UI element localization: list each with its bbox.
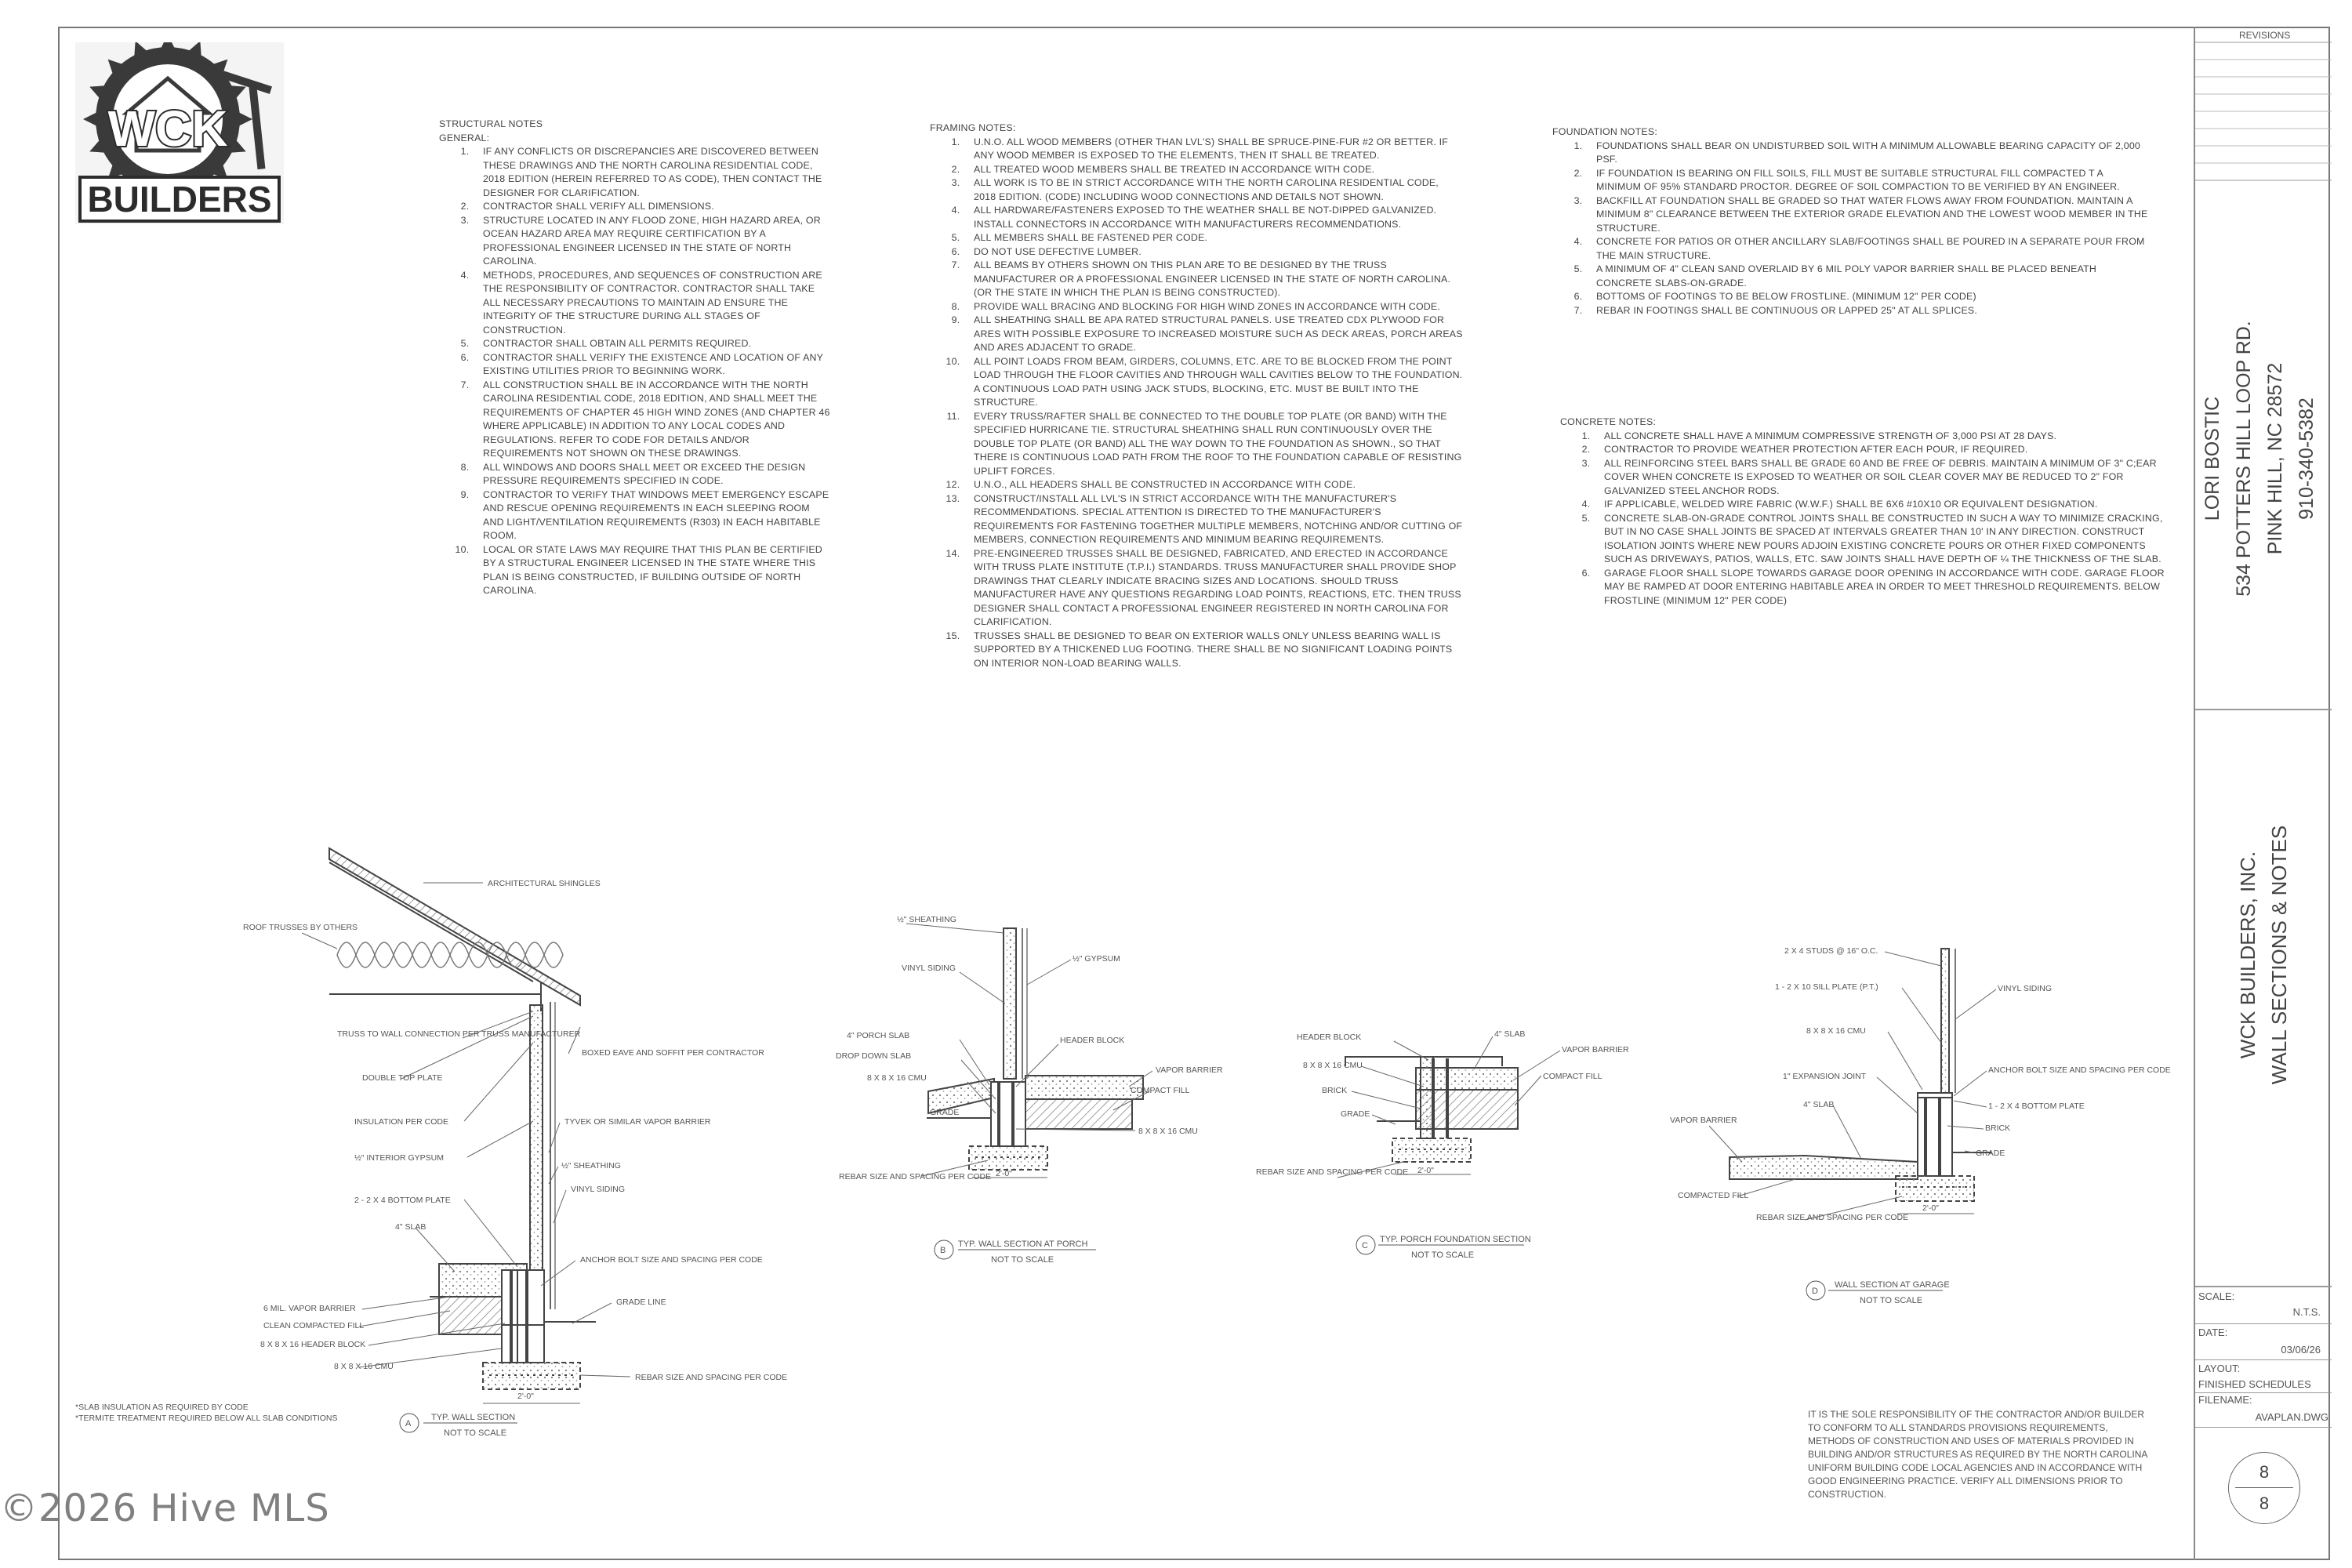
- framing-notes-title: FRAMING NOTES:: [930, 122, 1016, 133]
- label-d-rebar: REBAR SIZE AND SPACING PER CODE: [1756, 1213, 1909, 1222]
- concrete-note: 2. CONTRACTOR TO PROVIDE WEATHER PROTECTION AFTER EACH POUR, IF REQUIRED.: [1593, 443, 2172, 457]
- label-b-vapor-barrier: VAPOR BARRIER: [1156, 1065, 1223, 1075]
- label-b-cmu-left: 8 X 8 X 16 CMU: [867, 1073, 927, 1083]
- section-b: [927, 928, 1143, 1178]
- sheet-number-circle: [2228, 1452, 2300, 1524]
- framing-note: 8. PROVIDE WALL BRACING AND BLOCKING FOR HIGH WIND ZONES IN ACCORDANCE WITH CODE.: [963, 300, 1463, 314]
- structural-note: 4. METHODS, PROCEDURES, AND SEQUENCES OF CONSTRUCTION ARE THE RESPONSIBILITY OF CONTRACTOR. CONTRACTOR SHALL TAKE ALL NECESSARY PRECAUTIONS TO MAINTAIN AD ENSURE THE INTEGRITY OF THE STRUCTURE DURING ALL STAGES OF CONSTRUCTION.: [472, 269, 831, 338]
- label-d-compacted-fill: COMPACTED FILL: [1678, 1191, 1749, 1200]
- label-tyvek: TYVEK OR SIMILAR VAPOR BARRIER: [564, 1117, 711, 1127]
- title-divider-2: [2195, 1286, 2332, 1287]
- label-b-cmu-right: 8 X 8 X 16 CMU: [1138, 1127, 1198, 1136]
- label-rebar: REBAR SIZE AND SPACING PER CODE: [635, 1373, 788, 1382]
- framing-note: 7. ALL BEAMS BY OTHERS SHOWN ON THIS PLAN ARE TO BE DESIGNED BY THE TRUSS MANUFACTURER OR A PROFESSIONAL ENGINEER LICENSED IN THE STATE OF NORTH CAROLINA. (OR THE STATE IN WHICH THE PLAN IS BEING CONSTRUCTED).: [963, 259, 1463, 300]
- framing-note: 15. TRUSSES SHALL BE DESIGNED TO BEAR ON EXTERIOR WALLS ONLY UNLESS BEARING WALL IS SUPPORTED BY A THICKENED LUG FOOTING. THERE SHALL BE NO SIGNIFICANT LOADING POINTS ON INTERIOR NON-LOAD BEARING WALLS.: [963, 630, 1463, 671]
- scale-label: SCALE:: [2198, 1290, 2235, 1302]
- foundation-note: 4. CONCRETE FOR PATIOS OR OTHER ANCILLARY SLAB/FOOTINGS SHALL BE POURED IN A SEPARATE POUR FROM THE MAIN STRUCTURE.: [1585, 235, 2148, 263]
- framing-note: 4. ALL HARDWARE/FASTENERS EXPOSED TO THE WEATHER SHALL BE NOT-DIPPED GALVANIZED. INSTALL CONNECTORS IN ACCORDANCE WITH MANUFACTURERS RECOMMENDATIONS.: [963, 204, 1463, 231]
- label-d-bottom-plate: 1 - 2 X 4 BOTTOM PLATE: [1988, 1102, 2085, 1111]
- label-vinyl-siding: VINYL SIDING: [571, 1185, 626, 1194]
- label-bottom-plate: 2 - 2 X 4 BOTTOM PLATE: [354, 1196, 451, 1205]
- structural-note: 3. STRUCTURE LOCATED IN ANY FLOOD ZONE, HIGH HAZARD AREA, OR OCEAN HAZARD AREA MAY REQUIRE CERTIFICATION BY A PROFESSIONAL ENGINEER LICENSED IN THE STATE OF NORTH CAROLINA.: [472, 214, 831, 269]
- label-d-cmu: 8 X 8 X 16 CMU: [1806, 1026, 1866, 1036]
- foundation-note: 7. REBAR IN FOOTINGS SHALL BE CONTINUOUS OR LAPPED 25" AT ALL SPLICES.: [1585, 304, 2148, 318]
- label-b-dimension: 2'-0": [996, 1169, 1012, 1178]
- label-insulation: INSULATION PER CODE: [354, 1117, 448, 1127]
- label-c-rebar: REBAR SIZE AND SPACING PER CODE: [1256, 1167, 1409, 1177]
- structural-note: 7. ALL CONSTRUCTION SHALL BE IN ACCORDANCE WITH THE NORTH CAROLINA RESIDENTIAL CODE, 2018 EDITION, AND SHALL MEET THE REQUIREMENTS OF CHAPTER 45 HIGH WIND ZONES (AND CHAPTER 46 WHERE APPLICABLE) IN ADDITION TO ANY LOCAL CODES AND REGULATIONS. REFER TO CODE FOR DETAILS AND/OR REQUIREMENTS NOT SHOWN ON THESE DRAWINGS.: [472, 379, 831, 461]
- foundation-note: 1. FOUNDATIONS SHALL BEAR ON UNDISTURBED SOIL WITH A MINIMUM ALLOWABLE BEARING CAPACITY OF 2,000 PSF.: [1585, 140, 2148, 167]
- title-divider-1: [2195, 709, 2332, 710]
- revisions-label: REVISIONS: [2239, 30, 2291, 41]
- foundation-note: 6. BOTTOMS OF FOOTINGS TO BE BELOW FROSTLINE. (MINIMUM 12" PER CODE): [1585, 290, 2148, 304]
- label-header-block: 8 X 8 X 16 HEADER BLOCK: [260, 1340, 366, 1349]
- label-d-vapor-barrier: VAPOR BARRIER: [1670, 1116, 1737, 1125]
- concrete-note: 3. ALL REINFORCING STEEL BARS SHALL BE GRADE 60 AND BE FREE OF DEBRIS. MAINTAIN A MINIMUM OF 3" C;EAR COVER WHEN CONCRETE IS EXPOSED TO WEATHER OR SOIL CLEAR COVER MAY BE REDUCED TO 2" FOR GALVANIZED STEEL ANCHOR RODS.: [1593, 457, 2172, 499]
- framing-note: 5. ALL MEMBERS SHALL BE FASTENED PER CODE.: [963, 231, 1463, 245]
- label-compacted-fill: CLEAN COMPACTED FILL: [263, 1321, 365, 1330]
- client-city: PINK HILL, NC 28572: [2264, 362, 2286, 555]
- label-vapor-barrier: 6 MIL. VAPOR BARRIER: [263, 1304, 356, 1313]
- structural-note: 9. CONTRACTOR TO VERIFY THAT WINDOWS MEET EMERGENCY ESCAPE AND RESCUE OPENING REQUIREMENTS IN EACH SLEEPING ROOM AND LIGHT/VENTILATION REQUIREMENTS (R303) IN EACH HABITABLE ROOM.: [472, 488, 831, 543]
- sheet-title-block: [2232, 818, 2295, 1092]
- section-b-scale: NOT TO SCALE: [991, 1255, 1054, 1265]
- label-b-grade: GRADE: [930, 1108, 960, 1117]
- label-d-slab: 4" SLAB: [1803, 1100, 1835, 1109]
- concrete-note: 4. IF APPLICABLE, WELDED WIRE FABRIC (W.W.F.) SHALL BE 6X6 #10X10 OR EQUIVALENT DESIGNATION.: [1593, 498, 2172, 512]
- label-c-slab: 4" SLAB: [1494, 1029, 1526, 1039]
- structural-note: 10. LOCAL OR STATE LAWS MAY REQUIRE THAT THIS PLAN BE CERTIFIED BY A STRUCTURAL ENGINEER LICENSED IN THE STATE WHERE THIS PLAN IS BEING CONSTRUCTED, IF BUILDING OUTSIDE OF NORTH CAROLINA.: [472, 543, 831, 598]
- layout-value: FINISHED SCHEDULES: [2198, 1378, 2311, 1390]
- label-d-brick: BRICK: [1985, 1123, 2011, 1133]
- sheet-title: WALL SECTIONS & NOTES: [2267, 825, 2291, 1085]
- label-d-vinyl-siding: VINYL SIDING: [1998, 984, 2053, 993]
- mls-watermark: ©2026 Hive MLS: [0, 1486, 330, 1530]
- section-c-letter: C: [1362, 1241, 1368, 1250]
- label-dimension: 2'-0": [517, 1392, 534, 1401]
- label-d-anchor-bolt: ANCHOR BOLT SIZE AND SPACING PER CODE: [1988, 1065, 2171, 1075]
- filename-value: AVAPLAN.DWG: [2255, 1411, 2328, 1423]
- foundation-notes-title: FOUNDATION NOTES:: [1552, 126, 1657, 137]
- label-c-brick: BRICK: [1322, 1086, 1348, 1095]
- date-value: 03/06/26: [2281, 1344, 2321, 1356]
- footnote-slab-insulation: *SLAB INSULATION AS REQUIRED BY CODE: [75, 1403, 249, 1412]
- label-c-header-block: HEADER BLOCK: [1297, 1033, 1362, 1042]
- structural-note: 1. IF ANY CONFLICTS OR DISCREPANCIES ARE DISCOVERED BETWEEN THESE DRAWINGS AND THE NORTH CAROLINA RESIDENTIAL CODE, 2018 EDITION (HEREIN REFERRED TO AS CODE), THEN CONTACT THE DESIGNER FOR CLARIFICATION.: [472, 145, 831, 200]
- logo-monogram: WCK: [107, 100, 228, 157]
- structural-note: 6. CONTRACTOR SHALL VERIFY THE EXISTENCE AND LOCATION OF ANY EXISTING UTILITIES PRIOR TO BEGINNING WORK.: [472, 351, 831, 379]
- label-d-expansion-joint: 1" EXPANSION JOINT: [1783, 1072, 1867, 1081]
- label-architectural-shingles: ARCHITECTURAL SHINGLES: [488, 879, 601, 888]
- framing-note: 11. EVERY TRUSS/RAFTER SHALL BE CONNECTED TO THE DOUBLE TOP PLATE (OR BAND) WITH THE SPECIFIED HURRICANE TIE. STRUCTURAL SHEATHING SHALL RUN CONTINUOUSLY OVER THE DOUBLE TOP PLATE (OR BAND) ALL THE WAY DOWN TO THE FOUNDATION AS SHOWN., SO THAT THERE IS CONTINUOUS LOAD PATH FROM THE ROOF TO THE FOUNDATION CAPABLE OF RESISTING UPLIFT FORCES.: [963, 410, 1463, 479]
- concrete-note: 6. GARAGE FLOOR SHALL SLOPE TOWARDS GARAGE DOOR OPENING IN ACCORDANCE WITH CODE. GARAGE FLOOR MAY BE RAMPED AT DOOR ENTERING HABITABLE AREA IN ORDER TO MEET THRESHOLD REQUIREMENTS. BELOW FROSTLINE (MINIMUM 12" PER CODE): [1593, 567, 2172, 608]
- foundation-note: 3. BACKFILL AT FOUNDATION SHALL BE GRADED SO THAT WATER FLOWS AWAY FROM FOUNDATION. MAINTAIN A MINIMUM 8" CLEARANCE BETWEEN THE EXTERIOR GRADE ELEVATION AND THE LOWEST WOOD MEMBER IN THE STRUCTURE.: [1585, 194, 2148, 236]
- client-block: [2197, 302, 2330, 615]
- framing-note: 9. ALL SHEATHING SHALL BE APA RATED STRUCTURAL PANELS. USE TREATED CDX PLYWOOD FOR ARES WITH POSSIBLE EXPOSURE TO INCREASED MOISTURE SUCH AS DECK AREAS, PORCH AREAS AND ARES ADJACENT TO GRADE.: [963, 314, 1463, 355]
- label-d-dimension: 2'-0": [1922, 1203, 1939, 1213]
- label-d-studs: 2 X 4 STUDS @ 16" O.C.: [1784, 946, 1878, 956]
- label-d-sill-plate: 1 - 2 X 10 SILL PLATE (P.T.): [1775, 982, 1878, 992]
- revisions-table: [2195, 27, 2332, 230]
- label-b-compact-fill: COMPACT FILL: [1131, 1086, 1190, 1095]
- label-c-cmu: 8 X 8 X 16 CMU: [1303, 1061, 1363, 1070]
- client-address: 534 POTTERS HILL LOOP RD.: [2233, 321, 2255, 597]
- sheet-number: 8: [2259, 1462, 2270, 1482]
- framing-note: 6. DO NOT USE DEFECTIVE LUMBER.: [963, 245, 1463, 260]
- framing-note: 3. ALL WORK IS TO BE IN STRICT ACCORDANCE WITH THE NORTH CAROLINA RESIDENTIAL CODE, 2018 EDITION. (CODE) INCLUDING WOOD CONNECTIONS AND DETAILS NOT SHOWN.: [963, 176, 1463, 204]
- label-cmu: 8 X 8 X 16 CMU: [334, 1362, 394, 1371]
- section-c-scale: NOT TO SCALE: [1411, 1250, 1475, 1260]
- label-c-vapor-barrier: VAPOR BARRIER: [1562, 1045, 1629, 1054]
- label-double-top-plate: DOUBLE TOP PLATE: [362, 1073, 443, 1083]
- label-4in-slab: 4" SLAB: [395, 1222, 426, 1232]
- label-b-vinyl-siding: VINYL SIDING: [902, 964, 956, 973]
- label-sheathing: ½" SHEATHING: [561, 1161, 621, 1171]
- framing-note: 14. PRE-ENGINEERED TRUSSES SHALL BE DESIGNED, FABRICATED, AND ERECTED IN ACCORDANCE WITH TRUSS PLATE INSTITUTE (T.P.I.) STANDARDS. TRUSS MANUFACTURER SHALL PROVIDE SHOP DRAWINGS THAT CLEARLY INDICATE BRACING SIZES AND LOCATIONS. SHOULD TRUSS MANUFACTURER HAVE ANY QUESTIONS REGARDING LOAD POINTS, REACTIONS, ETC. THEN TRUSS DESIGNER SHALL CONTACT A PROFESSIONAL ENGINEER REGISTERED IN NORTH CAROLINA FOR CLARIFICATION.: [963, 547, 1463, 630]
- structural-notes-title: STRUCTURAL NOTES: [439, 118, 543, 129]
- company-name: WCK BUILDERS, INC.: [2236, 851, 2259, 1059]
- section-a-labels: [75, 879, 787, 1438]
- label-interior-gypsum: ½" INTERIOR GYPSUM: [354, 1153, 444, 1163]
- framing-note: 13. CONSTRUCT/INSTALL ALL LVL'S IN STRICT ACCORDANCE WITH THE MANUFACTURER'S RECOMMENDATIONS. SPECIAL ATTENTION IS DIRECTED TO THE MANUFACTURER'S REQUIREMENTS FOR FASTENING TOGETHER MULTIPLE MEMBERS, NOTCHING AND/OR CUTTING OF MEMBERS, CONNECTION REQUIREMENTS AND MINIMUM BEARING REQUIREMENTS.: [963, 492, 1463, 547]
- label-grade-line: GRADE LINE: [616, 1298, 666, 1307]
- label-c-dimension: 2'-0": [1417, 1166, 1434, 1175]
- structural-note: 8. ALL WINDOWS AND DOORS SHALL MEET OR EXCEED THE DESIGN PRESSURE REQUIREMENTS SPECIFIED IN CODE.: [472, 461, 831, 488]
- label-c-compact-fill: COMPACT FILL: [1543, 1072, 1602, 1081]
- label-d-grade: GRADE: [1976, 1149, 2005, 1158]
- title-block: [2194, 27, 2332, 1560]
- concrete-note: 5. CONCRETE SLAB-ON-GRADE CONTROL JOINTS SHALL BE CONSTRUCTED IN SUCH A WAY TO MINIMIZE CRACKING, BUT IN NO CASE SHALL JOINTS BE SPACED AT INTERVALS GREATER THAN 10' IN ANY DIRECTION. CONSTRUCT ISOLATION JOINTS WHERE NEW POURS ADJOIN EXISTING CONCRETE POURS OR OTHER FIXED COMPONENTS SUCH AS DRIVEWAYS, PATIOS, WALLS, ETC. SAW JOINTS SHALL HAVE DEPTH OF ¼ THE THICKNESS OF THE SLAB.: [1593, 512, 2172, 567]
- label-b-drop-down-slab: DROP DOWN SLAB: [836, 1051, 912, 1061]
- section-c: [1345, 1057, 1518, 1174]
- client-phone: 910-340-5382: [2296, 397, 2318, 520]
- section-d-letter: D: [1812, 1287, 1818, 1296]
- label-b-gypsum: ½" GYPSUM: [1073, 954, 1120, 964]
- framing-note: 12. U.N.O., ALL HEADERS SHALL BE CONSTRUCTED IN ACCORDANCE WITH CODE.: [963, 478, 1463, 492]
- structural-note: 5. CONTRACTOR SHALL OBTAIN ALL PERMITS REQUIRED.: [472, 337, 831, 351]
- footnote-termite: *TERMITE TREATMENT REQUIRED BELOW ALL SLAB CONDITIONS: [75, 1414, 338, 1423]
- filename-label: FILENAME:: [2198, 1394, 2252, 1406]
- label-b-rebar: REBAR SIZE AND SPACING PER CODE: [839, 1172, 992, 1181]
- concrete-note: 1. ALL CONCRETE SHALL HAVE A MINIMUM COMPRESSIVE STRENGTH OF 3,000 PSI AT 28 DAYS.: [1593, 430, 2172, 444]
- label-roof-trusses: ROOF TRUSSES BY OTHERS: [243, 923, 358, 932]
- responsibility-note: IT IS THE SOLE RESPONSIBILITY OF THE CONTRACTOR AND/OR BUILDER TO CONFORM TO ALL STANDARDS PROVISIONS REQUIREMENTS, METHODS OF CONSTRUCTION AND USES OF MATERIALS PROVIDED IN BUILDING AND/OR STRUCTURES AS REQUIRED BY THE NORTH CAROLINA UNIFORM BUILDING CODE LOCAL AGENCIES AND IN ACCORDANCE WITH GOOD ENGINEERING PRACTICE. VERIFY ALL DIMENSIONS PRIOR TO CONSTRUCTION.: [1808, 1409, 2147, 1500]
- framing-note: 2. ALL TREATED WOOD MEMBERS SHALL BE TREATED IN ACCORDANCE WITH CODE.: [963, 163, 1463, 177]
- logo-wordmark: BUILDERS: [87, 179, 272, 220]
- sheet-total: 8: [2259, 1494, 2270, 1513]
- structural-note: 2. CONTRACTOR SHALL VERIFY ALL DIMENSIONS.: [472, 200, 831, 214]
- foundation-note: 2. IF FOUNDATION IS BEARING ON FILL SOILS, FILL MUST BE SUITABLE STRUCTURAL FILL COMPACTED T A MINIMUM OF 95% STANDARD PROCTOR. DEGREE OF SOIL COMPACTION TO BE VERIFIED BY AN ENGINEER.: [1585, 167, 2148, 194]
- label-boxed-eave: BOXED EAVE AND SOFFIT PER CONTRACTOR: [582, 1048, 764, 1058]
- label-b-sheathing: ½" SHEATHING: [897, 915, 956, 924]
- framing-note: 1. U.N.O. ALL WOOD MEMBERS (OTHER THAN LVL'S) SHALL BE SPRUCE-PINE-FUR #2 OR BETTER. IF ANY WOOD MEMBER IS EXPOSED TO THE ELEMENTS, THEN IT SHALL BE TREATED.: [963, 136, 1463, 163]
- section-b-title: TYP. WALL SECTION AT PORCH: [958, 1240, 1088, 1249]
- section-a-title: TYP. WALL SECTION: [431, 1413, 516, 1422]
- label-b-header-block: HEADER BLOCK: [1060, 1036, 1125, 1045]
- label-c-grade: GRADE: [1341, 1109, 1370, 1119]
- section-a-letter: A: [405, 1419, 412, 1428]
- section-b-letter: B: [940, 1246, 946, 1255]
- section-c-title: TYP. PORCH FOUNDATION SECTION: [1380, 1235, 1531, 1244]
- section-d-title: WALL SECTION AT GARAGE: [1835, 1280, 1950, 1290]
- label-anchor-bolt: ANCHOR BOLT SIZE AND SPACING PER CODE: [580, 1255, 763, 1265]
- framing-note: 10. ALL POINT LOADS FROM BEAM, GIRDERS, COLUMNS, ETC. ARE TO BE BLOCKED FROM THE POINT LOAD THROUGH THE FLOOR CAVITIES AND THROUGH WALL CAVITIES BELOW TO THE FOUNDATION. A CONTINUOUS LOAD PATH USING JACK STUDS, BLOCKING, ETC. MUST BE BUILT INTO THE STRUCTURE.: [963, 355, 1463, 410]
- layout-label: LAYOUT:: [2198, 1363, 2241, 1374]
- label-b-porch-slab: 4" PORCH SLAB: [847, 1031, 910, 1040]
- concrete-notes-title: CONCRETE NOTES:: [1560, 416, 1657, 427]
- section-d-scale: NOT TO SCALE: [1860, 1296, 1923, 1305]
- section-a-scale: NOT TO SCALE: [444, 1428, 507, 1438]
- client-name: LORI BOSTIC: [2201, 396, 2223, 521]
- structural-notes-subtitle: GENERAL:: [439, 132, 490, 143]
- label-truss-connection: TRUSS TO WALL CONNECTION PER TRUSS MANUFACTURER: [337, 1029, 581, 1039]
- scale-value: N.T.S.: [2292, 1306, 2321, 1318]
- foundation-note: 5. A MINIMUM OF 4" CLEAN SAND OVERLAID BY 6 MIL POLY VAPOR BARRIER SHALL BE PLACED BENEATH CONCRETE SLABS-ON-GRADE.: [1585, 263, 2148, 290]
- date-label: DATE:: [2198, 1327, 2228, 1338]
